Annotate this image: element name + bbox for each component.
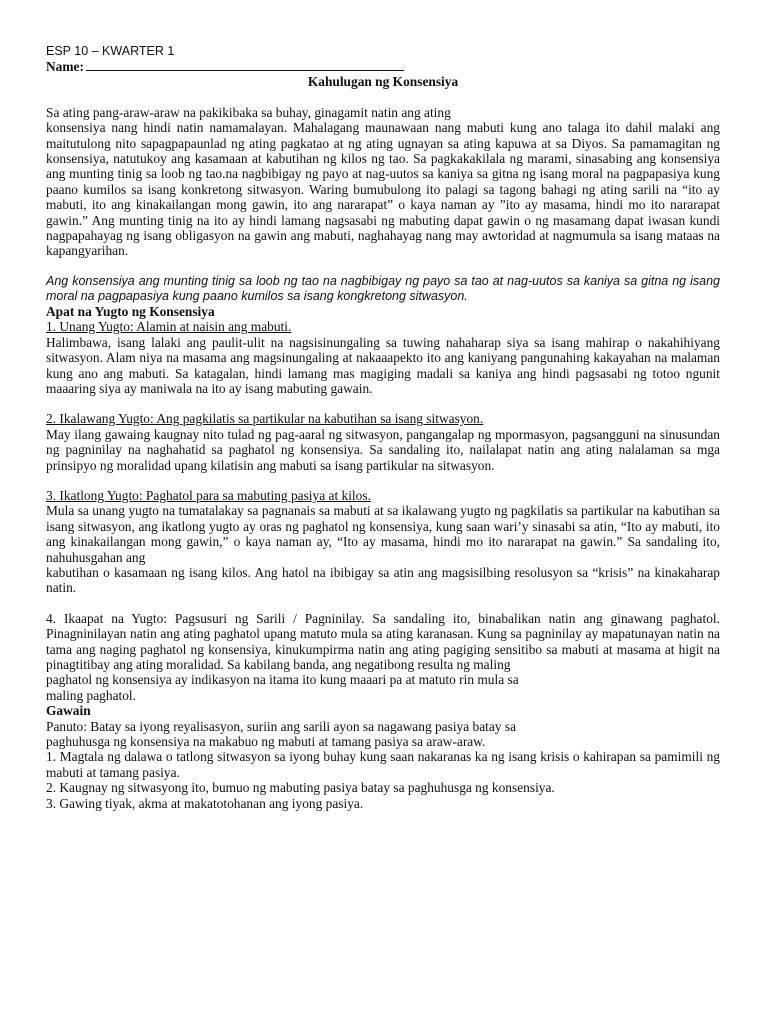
- panuto-line-2: paghuhusga ng konsensiya na makabuo ng mabuti at tamang pasiya sa araw-araw.: [46, 734, 486, 750]
- gawain-item-1: 1. Magtala ng dalawa o tatlong sitwasyon sa iyong buhay kung saan nakaranas ka ng isang krisis o kahirapan sa pamimili ng mabuti at tamang pasiya.: [46, 749, 720, 780]
- spacer: [46, 396, 720, 411]
- intro-paragraph: konsensiya nang hindi natin namamalayan. Mahalagang maunawaan nang mabuti kung ano talaga ito dahil malaki ang maitutulong nito sapagpapaunlad ng ating pagkatao at ng ating ugnayan sa ating kapuwa at sa Diyos. Sa pamamagitan ng konsensiya, natutukoy ang kasamaan at kabutihan ng kilos ng tao. Sa pagkakakilala ng marami, sinasabing ang konsensiya ang munting tinig sa loob ng tao.na nagbibigay ng payo at nag-uutos sa kaniya sa gitna ng isang moral na pagpapasiya kung paano kumilos sa isang konkretong sitwasyon. Waring bumubulong ito palagi sa tagong bahagi ng ating sarili na “ito ay mabuti, ito ang kinakailangan mong gawin, ito ang nararapat” o kaya naman ay ”ito ay masama, hindi mo ito nararapat gawin.” Ang munting tinig na ito ay hindi lamang nagsasabi ng mabuting dapat gawin o ng masamang dapat iwasan kundi nagpapahayag ng isang obligasyon na gawin ang mabuti, naghahayag nang may awtoridad at nagmumula sa isang mataas na kapangyarihan.: [46, 120, 720, 259]
- page-title: Kahulugan ng Konsensiya: [307, 74, 459, 90]
- spacer: [46, 473, 720, 488]
- panuto-line-1: Panuto: Batay sa iyong reyalisasyon, suriin ang sarili ayon sa nagawang pasiya batay sa: [46, 718, 517, 734]
- stage-2-body: May ilang gawaing kaugnay nito tulad ng pag-aaral ng sitwasyon, pangangalap ng mpormasyon, pagsangguni na sinusundan ng pagninilay na naghahatid sa paghatol ng konsensiya. Sa sandaling ito, nailalapat natin ang ating nalalaman sa mga prinsipyo ng moralidad upang kilatisin ang mabuti sa isang partikular na sitwasyon.: [46, 426, 720, 473]
- stages-heading: Apat na Yugto ng Konsensiya: [46, 303, 215, 319]
- name-label: Name:: [46, 59, 84, 74]
- spacer: [46, 90, 720, 105]
- stage-3-title: 3. Ikatlong Yugto: Paghatol para sa mabuting pasiya at kilos.: [46, 487, 371, 503]
- course-label: ESP 10 – KWARTER 1: [46, 44, 175, 58]
- definition-paragraph: Ang konsensiya ang munting tinig sa loob ng tao na nagbibigay ng payo sa tao at nag-uutos sa kaniya sa gitna ng isang moral na pagpapasiya kung paano kumilos sa isang kongkretong sitwasyon.: [46, 273, 720, 303]
- stage-3-body: Mula sa unang yugto na tumatalakay sa pagnanais sa mabuti at sa ikalawang yugto ng pagkilatis sa partikular na kabutihan sa isang sitwasyon, ang ikatlong yugto ay oras ng paghatol ng konsensiya, kung saan wari’y sinasabi sa atin, “Ito ay mabuti, ito ang kinakailangan mong gawin,” o kaya naman ay, “Ito ay masama, hindi mo ito nararapat na gawin.” Sa sandaling ito, nahuhusgahan ang: [46, 503, 720, 565]
- stage-4-line-3: maling paghatol.: [46, 687, 136, 703]
- name-blank-line[interactable]: [86, 59, 404, 71]
- intro-first-line: Sa ating pang-araw-araw na pakikibaka sa buhay, ginagamit natin ang ating: [46, 104, 451, 120]
- gawain-item-2: 2. Kaugnay ng sitwasyong ito, bumuo ng mabuting pasiya batay sa paghuhusga ng konsensiya.: [46, 780, 555, 796]
- stage-1-body: Halimbawa, isang lalaki ang paulit-ulit na nagsisinungaling sa tuwing nahaharap siya sa isang mahirap o nakahihiyang sitwasyon. Alam niya na masama ang magsinungaling at nakaaapekto ito ang kaniyang pangunahing kakayahan na malaman kung ano ang mabuti. Sa katagalan, hindi lamang mas magiging madali sa kaniya ang hindi pagsasabi ng totoo ngunit maaaring siya ay maniwala na ito ay isang mabuting gawain.: [46, 334, 720, 396]
- stage-1-title: 1. Unang Yugto: Alamin at naisin ang mabuti.: [46, 319, 292, 335]
- worksheet-page: [46, 44, 720, 811]
- gawain-heading: Gawain: [46, 703, 91, 719]
- spacer: [46, 596, 720, 611]
- stage-4-line-2: paghatol ng konsensiya ay indikasyon na itama ito kung maaari pa at matuto rin mula sa: [46, 672, 519, 688]
- stage-2-title: 2. Ikalawang Yugto: Ang pagkilatis sa partikular na kabutihan sa isang sitwasyon.: [46, 411, 484, 427]
- name-field-row: [46, 59, 720, 74]
- spacer: [46, 259, 720, 274]
- stage-4-body: 4. Ikaapat na Yugto: Pagsusuri ng Sarili / Pagninilay. Sa sandaling ito, binabalikan natin ang ginawang paghatol. Pinagninilayan natin ang ating paghatol upang matuto mula sa ating karanasan. Kung sa pagninilay ay mapatunayan natin na tama ang naging paghatol ng konsensiya, kinukumpirma natin ang ating pagiging sensitibo sa mabuti at masama at higit na pinagtitibay ang ating moralidad. Sa kabilang banda, ang negatibong resulta ng maling: [46, 610, 720, 672]
- stage-3-body-continued: kabutihan o kasamaan ng isang kilos. Ang hatol na ibibigay sa atin ang magsisilbing resolusyon sa “krisis” na kinakaharap natin.: [46, 564, 720, 596]
- gawain-item-3: 3. Gawing tiyak, akma at makatotohanan ang iyong pasiya.: [46, 795, 364, 811]
